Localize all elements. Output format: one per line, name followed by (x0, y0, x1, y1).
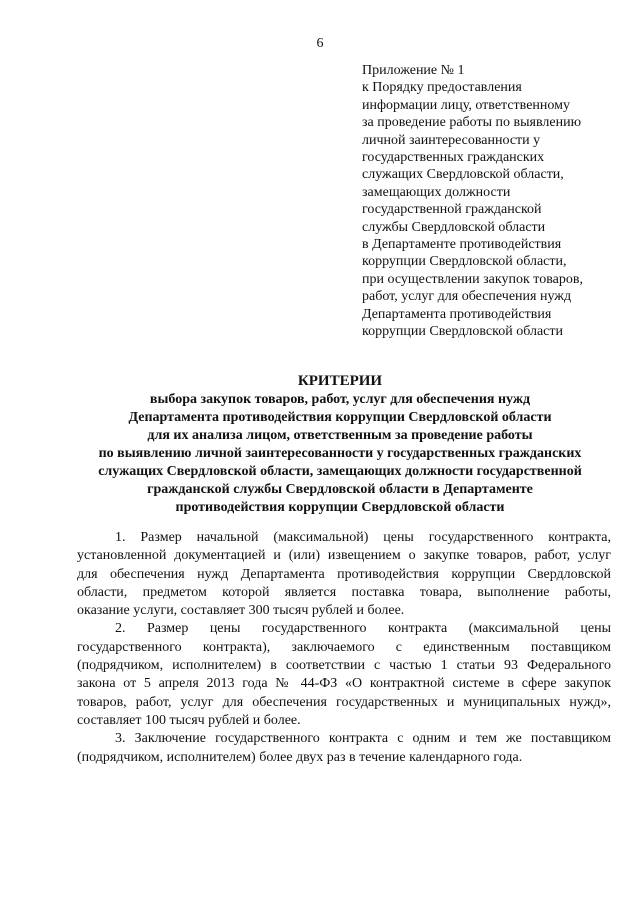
appendix-line: в Департаменте противодействия (362, 237, 562, 253)
paragraph-line: оказание услуги, составляет 300 тысяч рублей и более. (77, 603, 405, 619)
paragraph-line: (подрядчиком, исполнителем) более двух раз в течение календарного года. (77, 749, 523, 765)
paragraph-line: области, предметом которой является поставка товара, выполнение работы, (77, 584, 611, 600)
document-title-block (60, 372, 620, 517)
document-subtitle-line: выбора закупок товаров, работ, услуг для обеспечения нужд (149, 392, 531, 407)
appendix-line: Департамента противодействия (362, 306, 552, 322)
paragraph-line: государственного контракта), заключаемого с единственным поставщиком (77, 639, 611, 655)
paragraph-line: 2. Размер цены государственного контракта (максимальной цены (115, 621, 611, 637)
paragraph-line: товаров, работ, услуг для обеспечения государственных и муниципальных нужд», (77, 694, 611, 710)
document-subtitle-line: противодействия коррупции Свердловской области (175, 500, 505, 515)
appendix-line: замещающих должности (362, 184, 511, 200)
criterion-paragraph-3 (77, 730, 611, 767)
appendix-line: службы Свердловской области (362, 219, 546, 235)
appendix-line: коррупции Свердловской области (362, 324, 564, 340)
paragraph-line: установленной документацией и (или) извещением о закупке товаров, работ, услуг (77, 548, 611, 564)
appendix-line: государственной гражданской (362, 202, 542, 218)
document-subtitle-line: для их анализа лицом, ответственным за проведение работы (147, 428, 533, 443)
appendix-line: государственных гражданских (362, 150, 545, 166)
paragraph-line: составляет 100 тысяч рублей и более. (77, 712, 301, 728)
document-subtitle-line: служащих Свердловской области, замещающих должности государственной (98, 464, 582, 479)
paragraph-line: 1. Размер начальной (максимальной) цены государственного контракта, (115, 530, 611, 545)
paragraph-line: закона от 5 апреля 2013 года № 44-ФЗ «О контрактной системе в сфере закупок (77, 676, 611, 692)
appendix-line: служащих Свердловской области, (362, 167, 564, 183)
appendix-line: за проведение работы по выявлению (362, 115, 582, 131)
appendix-line: при осуществлении закупок товаров, (362, 271, 583, 287)
document-subtitle-line: Департамента противодействия коррупции Свердловской области (128, 410, 552, 425)
criteria-body (77, 529, 611, 767)
appendix-header (362, 62, 624, 341)
appendix-line: информации лицу, ответственному (362, 97, 570, 113)
document-title: КРИТЕРИИ (297, 373, 383, 389)
paragraph-line: (подрядчиком, исполнителем) в соответствии с частью 1 статьи 93 Федерального (77, 658, 611, 674)
appendix-line: к Порядку предоставления (362, 80, 522, 96)
document-subtitle-line: по выявлению личной заинтересованности у государственных гражданских (98, 446, 582, 461)
appendix-line: работ, услуг для обеспечения нужд (362, 289, 572, 305)
paragraph-line: для обеспечения нужд Департамента противодействия коррупции Свердловской (77, 566, 611, 582)
appendix-line: Приложение № 1 (362, 63, 465, 78)
appendix-line: личной заинтересованности у (362, 132, 541, 148)
criterion-paragraph-1 (77, 529, 611, 620)
criterion-paragraph-2 (77, 620, 611, 730)
page-number: 6 (316, 36, 324, 51)
document-subtitle-line: гражданской службы Свердловской области в Департаменте (147, 482, 533, 497)
appendix-line: коррупции Свердловской области, (362, 254, 567, 270)
paragraph-line: 3. Заключение государственного контракта с одним и тем же поставщиком (115, 731, 611, 747)
